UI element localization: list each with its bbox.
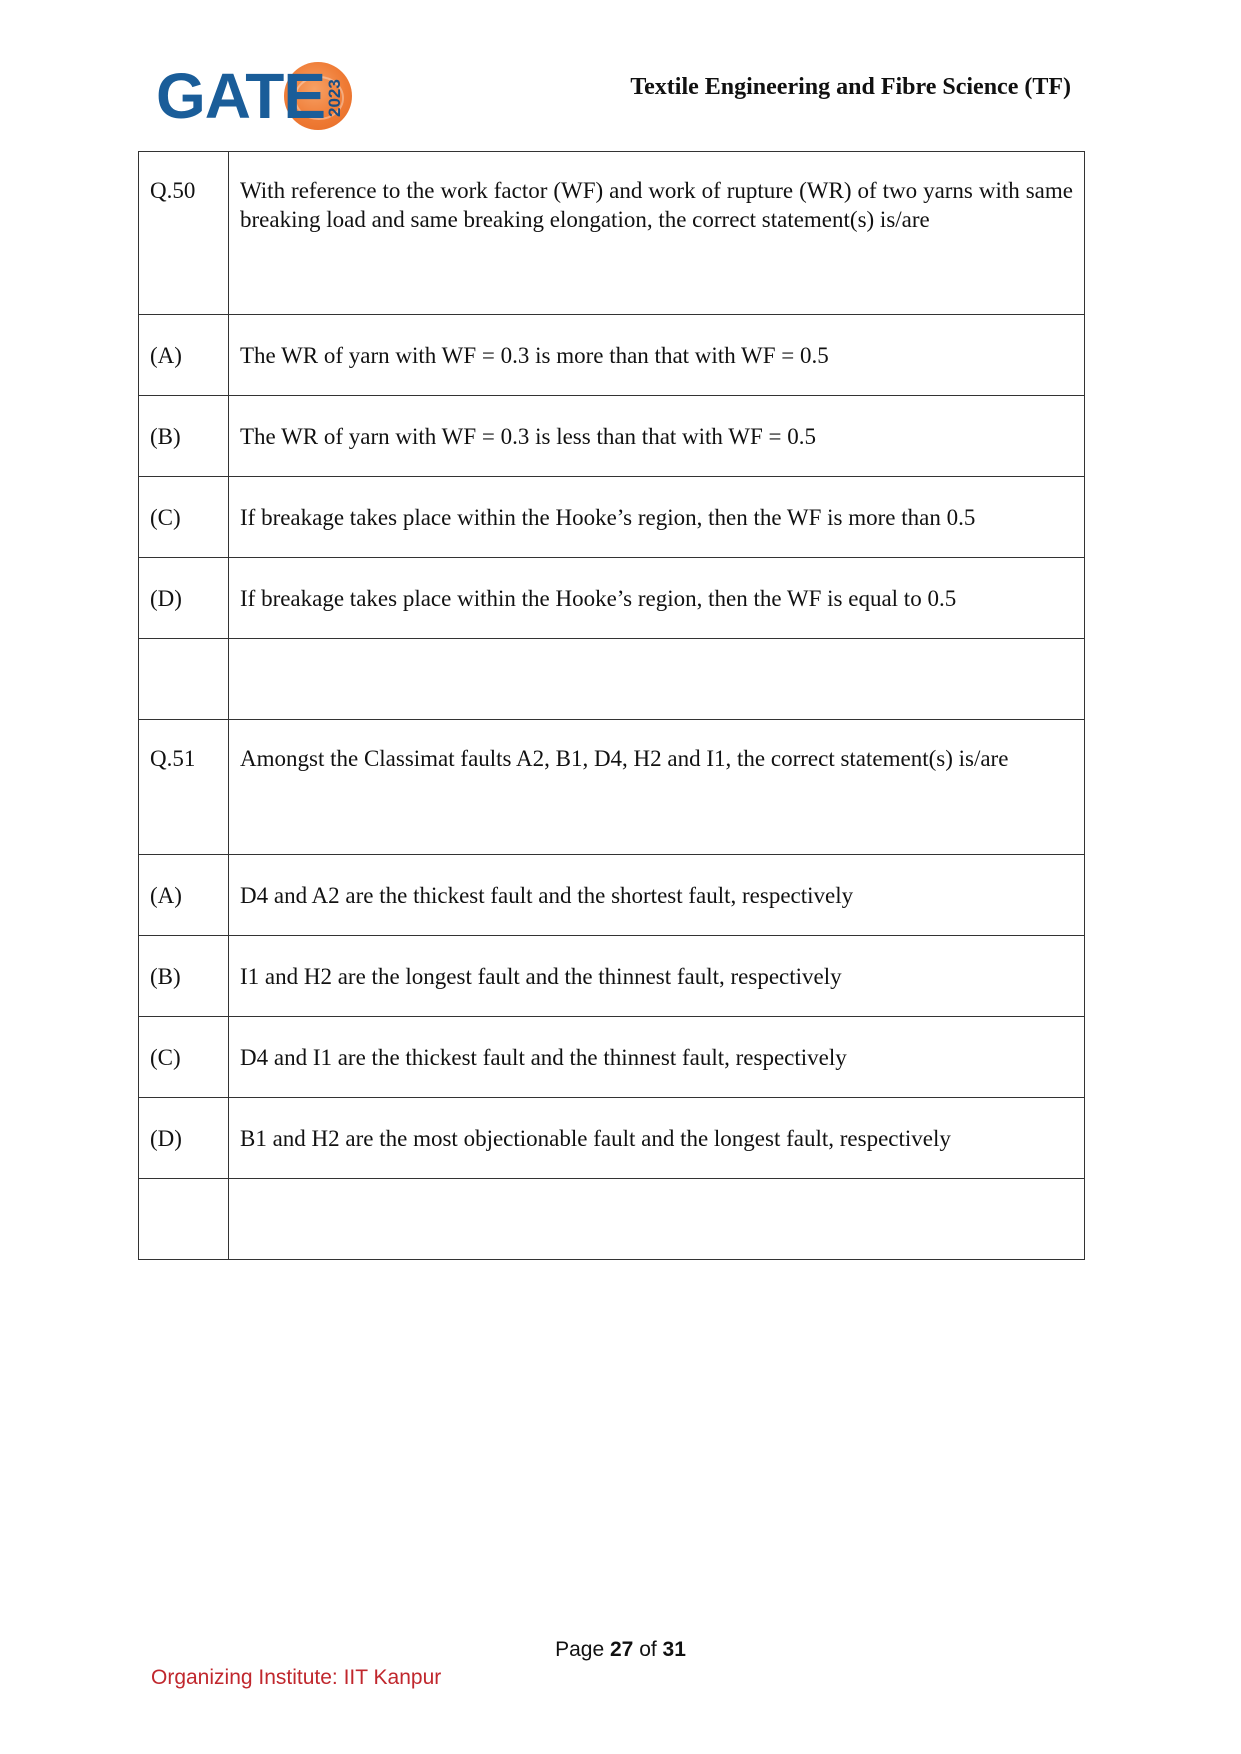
option-label: (B) <box>139 936 229 1017</box>
empty-cell <box>139 639 229 720</box>
question-stem: Amongst the Classimat faults A2, B1, D4, H2 and I1, the correct statement(s) is/are <box>229 720 1085 855</box>
question-number: Q.50 <box>139 152 229 315</box>
option-text: The WR of yarn with WF = 0.3 is less than that with WF = 0.5 <box>229 396 1085 477</box>
option-row <box>139 558 1085 639</box>
option-label: (C) <box>139 1017 229 1098</box>
option-text: If breakage takes place within the Hooke’s region, then the WF is equal to 0.5 <box>229 558 1085 639</box>
option-label: (D) <box>139 1098 229 1179</box>
option-row <box>139 315 1085 396</box>
organizing-institute: Organizing Institute: IIT Kanpur <box>151 1666 442 1689</box>
option-text: D4 and A2 are the thickest fault and the shortest fault, respectively <box>229 855 1085 936</box>
option-label: (C) <box>139 477 229 558</box>
spacer-row <box>139 639 1085 720</box>
option-label: (A) <box>139 855 229 936</box>
option-label: (D) <box>139 558 229 639</box>
question-row <box>139 720 1085 855</box>
empty-cell <box>139 1179 229 1260</box>
empty-cell <box>229 1179 1085 1260</box>
empty-cell <box>229 639 1085 720</box>
option-label: (A) <box>139 315 229 396</box>
question-stem: With reference to the work factor (WF) and work of rupture (WR) of two yarns with same breaking load and same breaking elongation, the correct statement(s) is/are <box>229 152 1085 315</box>
page-current: 27 <box>609 1638 634 1661</box>
question-table <box>138 151 1085 1260</box>
option-text: If breakage takes place within the Hooke’s region, then the WF is more than 0.5 <box>229 477 1085 558</box>
page-total: 31 <box>662 1638 686 1661</box>
question-number: Q.51 <box>139 720 229 855</box>
option-text: B1 and H2 are the most objectionable fault and the longest fault, respectively <box>229 1098 1085 1179</box>
page-prefix: Page <box>555 1638 605 1661</box>
gate-2023-logo <box>156 60 356 140</box>
logo-text: GATE <box>156 60 326 132</box>
option-text: D4 and I1 are the thickest fault and the thinnest fault, respectively <box>229 1017 1085 1098</box>
option-row <box>139 396 1085 477</box>
option-row <box>139 1098 1085 1179</box>
option-row <box>139 936 1085 1017</box>
option-text: I1 and H2 are the longest fault and the thinnest fault, respectively <box>229 936 1085 1017</box>
option-row <box>139 1017 1085 1098</box>
spacer-row <box>139 1179 1085 1260</box>
question-row <box>139 152 1085 315</box>
logo-year: 2023 <box>325 79 344 117</box>
page-of: of <box>639 1638 657 1661</box>
page-number <box>0 1638 1241 1662</box>
paper-title: Textile Engineering and Fibre Science (TF) <box>630 74 1071 100</box>
option-label: (B) <box>139 396 229 477</box>
option-row <box>139 855 1085 936</box>
option-row <box>139 477 1085 558</box>
option-text: The WR of yarn with WF = 0.3 is more than that with WF = 0.5 <box>229 315 1085 396</box>
